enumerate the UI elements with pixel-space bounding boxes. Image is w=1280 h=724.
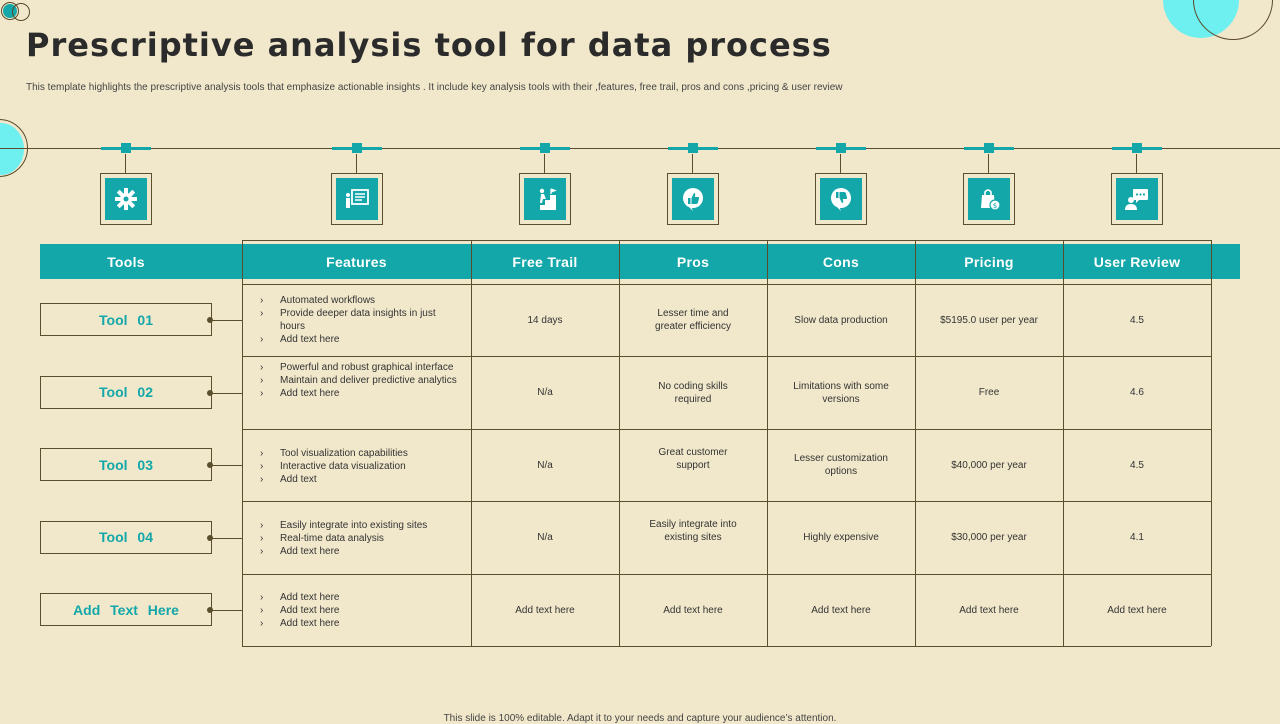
tool-connector-line (212, 393, 242, 394)
pros-cell: Add text here (663, 604, 723, 616)
icon-box-4 (815, 173, 867, 225)
icon-box-0 (100, 173, 152, 225)
pricing-cell: $40,000 per year (951, 459, 1027, 471)
page-title: Prescriptive analysis tool for data process (26, 26, 832, 64)
decor-ring-topleft-2 (12, 3, 30, 21)
pricing-cell: Add text here (959, 604, 1019, 616)
page-subtitle: This template highlights the prescriptive analysis tools that emphasize actionable insights . It include key analysis tools with their ,features, free trail, pros and cons ,pricing & user review (26, 82, 843, 93)
free-trail-cell: N/a (537, 387, 553, 398)
footer-note: This slide is 100% editable. Adapt it to your needs and capture your audience’s attention. (443, 713, 837, 724)
review-cell: 4.5 (1130, 314, 1144, 326)
review-cell: 4.6 (1130, 387, 1144, 398)
tool-connector-line (212, 610, 242, 611)
feature-item: › Real-time data analysis (258, 532, 463, 545)
shopping-bag-dollar-icon (968, 178, 1010, 220)
pricing-cell: $30,000 per year (951, 532, 1027, 543)
pros-cell: No coding skills required (658, 381, 728, 405)
presentation-board-icon (336, 178, 378, 220)
timeline-node-1 (332, 142, 382, 156)
timeline-node-3 (668, 142, 718, 156)
tool-label-box: Tool 01 (40, 303, 212, 336)
connector-dot (207, 607, 213, 613)
icon-box-2 (519, 173, 571, 225)
feature-item: › Add text (258, 473, 463, 486)
free-trail-cell: N/a (537, 532, 553, 543)
review-cell: Add text here (1107, 604, 1167, 616)
column-header: Features (326, 253, 387, 270)
pricing-cell: $5195.0 user per year (940, 314, 1038, 326)
pros-cell: Lesser time and greater efficiency (655, 308, 731, 332)
features-list (258, 294, 463, 346)
cons-cell: Add text here (811, 604, 871, 616)
feature-item: › Add text here (258, 591, 463, 604)
tool-label-box: Add Text Here (40, 593, 212, 626)
column-header: Cons (822, 253, 860, 270)
review-cell: 4.5 (1130, 459, 1144, 471)
free-trail-cell: N/a (537, 459, 553, 471)
feature-item: › Maintain and deliver predictive analytics (258, 374, 463, 387)
pricing-cell: Free (978, 387, 1000, 398)
tool-connector-line (212, 320, 242, 321)
column-header: Pros (676, 253, 710, 270)
feature-item: › Tool visualization capabilities (258, 447, 463, 460)
features-list (258, 447, 463, 486)
timeline-node-0 (101, 142, 151, 156)
thumbs-up-icon (672, 178, 714, 220)
timeline-node-4 (816, 142, 866, 156)
icon-box-3 (667, 173, 719, 225)
feature-item: › Provide deeper data insights in just hours (258, 307, 463, 333)
cons-cell: Slow data production (794, 314, 888, 326)
pros-cell: Easily integrate into existing sites (649, 519, 737, 543)
column-header: Tools (107, 253, 145, 270)
column-header: Pricing (964, 253, 1014, 270)
timeline-node-6 (1112, 142, 1162, 156)
table-column-divider (1211, 240, 1212, 646)
gear-cog-icon (105, 178, 147, 220)
feature-item: › Easily integrate into existing sites (258, 519, 463, 532)
feature-item: › Add text here (258, 387, 463, 400)
icon-box-5 (963, 173, 1015, 225)
free-trail-cell: 14 days (527, 314, 563, 326)
features-list (258, 361, 463, 400)
cons-cell: Limitations with some versions (793, 380, 889, 405)
pros-cell: Great customer support (658, 447, 728, 471)
connector-dot (207, 535, 213, 541)
table-row-divider (242, 646, 1211, 647)
tool-label-box: Tool 02 (40, 376, 212, 409)
table-column-divider (242, 240, 243, 646)
feature-item: › Add text here (258, 617, 463, 630)
tool-connector-line (212, 465, 242, 466)
features-list (258, 591, 463, 630)
user-chat-icon (1116, 178, 1158, 220)
icon-box-1 (331, 173, 383, 225)
connector-dot (207, 462, 213, 468)
connector-dot (207, 317, 213, 323)
feature-item: › Add text here (258, 545, 463, 558)
review-cell: 4.1 (1130, 532, 1144, 543)
tool-connector-line (212, 538, 242, 539)
person-climbing-stairs-icon (524, 178, 566, 220)
timeline-node-5 (964, 142, 1014, 156)
feature-item: › Automated workflows (258, 294, 463, 307)
tool-label-box: Tool 04 (40, 521, 212, 554)
feature-item: › Powerful and robust graphical interface (258, 361, 463, 374)
feature-item: › Add text here (258, 604, 463, 617)
feature-item: › Interactive data visualization (258, 460, 463, 473)
icon-box-6 (1111, 173, 1163, 225)
tool-label-box: Tool 03 (40, 448, 212, 481)
timeline-node-2 (520, 142, 570, 156)
column-header: User Review (1093, 253, 1181, 270)
features-list (258, 519, 463, 558)
thumbs-down-icon (820, 178, 862, 220)
column-header: Free Trail (512, 253, 578, 270)
svg-text:$: $ (992, 202, 998, 210)
connector-dot (207, 390, 213, 396)
feature-item: › Add text here (258, 333, 463, 346)
cons-cell: Lesser customization options (794, 453, 888, 477)
free-trail-cell: Add text here (515, 604, 575, 616)
cons-cell: Highly expensive (803, 532, 879, 543)
timeline-line (0, 148, 1280, 149)
table-top-border (242, 240, 1211, 241)
